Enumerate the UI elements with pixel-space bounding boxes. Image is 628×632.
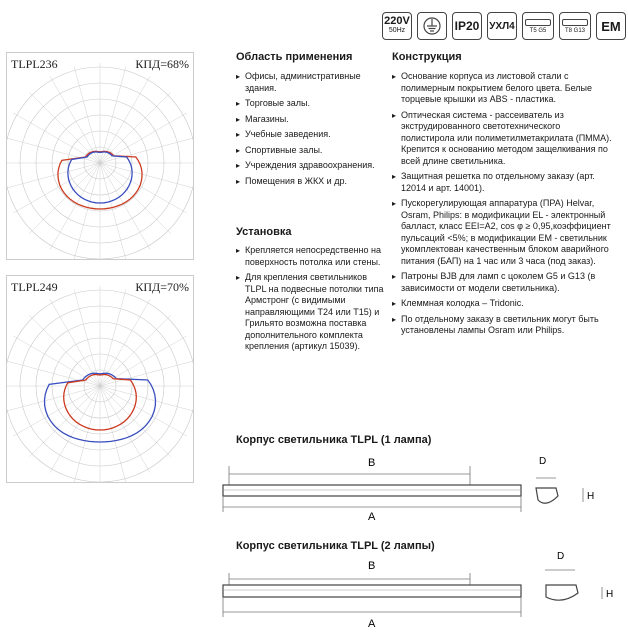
drawing-1-title: Корпус светильника TLPL (1 лампа) (236, 434, 432, 446)
dim-h-label: H (587, 491, 595, 502)
polar-grid (7, 53, 193, 259)
list-item: ▸ Пускорегулирующая аппаратура (ПРА) Helvar, Osram, Philips: в модификации EL - электронный балласт, класс EEI=A2, cos φ ≥ 0,95,коэффициент пульсаций <5%; в модификации EM - светильник укомплектован качественным блоком аварийного питания (БАП) на 1 час или 3 часа (под заказ). (392, 198, 612, 267)
list-item: ▸ Торговые залы. (236, 98, 384, 110)
lamp-t8-label: T8 G13 (564, 27, 585, 34)
lamp-t5-badge (522, 12, 554, 40)
application-section (236, 51, 384, 191)
voltage-badge (382, 12, 412, 40)
list-item: ▸ Учреждения здравоохранения. (236, 160, 384, 172)
voltage-value: 220V (384, 15, 410, 27)
drawing-1 (220, 452, 620, 538)
list-item: ▸ Спортивные залы. (236, 145, 384, 157)
lamp-t8-badge (559, 12, 591, 40)
installation-list (236, 245, 384, 353)
badge-row (382, 12, 626, 40)
dim-a-label: A (368, 511, 376, 523)
list-item: ▸ Патроны BJB для ламп с цоколем G5 и G13 (в зависимости от модели светильника). (392, 271, 612, 294)
drawing-2-title: Корпус светильника TLPL (2 лампы) (236, 540, 435, 552)
dim-d-label: D (557, 551, 565, 562)
polar-diagram-1 (6, 52, 194, 260)
list-item: ▸ Клеммная колодка – Tridonic. (392, 298, 612, 310)
ground-icon (417, 12, 447, 40)
list-item: ▸ Оптическая система - рассеиватель из экструдированного светотехнического полистирола или полиметилметакрилата (ПММА). Крепится к основанию методом защелкивания по всей длине светильника. (392, 110, 612, 168)
lamp-t5-label: T5 G5 (529, 27, 547, 34)
construction-list (392, 71, 612, 337)
climate-badge: УХЛ4 (487, 12, 517, 40)
polar-diagram-2 (6, 275, 194, 483)
list-item: ▸ Офисы, административные здания. (236, 71, 384, 94)
list-item: ▸ Для крепления светильников TLPL на подвесные потолки типа Армстронг (с видимыми направляющими T24 или T15) и Грильято возможна поставка дополнительного комплекта крепления (артикул 15039). (236, 272, 384, 353)
application-heading: Область применения (236, 51, 353, 63)
list-item: ▸ Защитная решетка по отдельному заказу (арт. 12014 и арт. 14001). (392, 171, 612, 194)
polar-model-label: TLPL249 (11, 280, 58, 294)
dim-b-label: B (368, 560, 376, 572)
application-list (236, 71, 384, 187)
polar-efficiency-label: КПД=70% (135, 280, 189, 294)
polar-efficiency-label: КПД=68% (135, 57, 189, 71)
list-item: ▸ Учебные заведения. (236, 129, 384, 141)
list-item: ▸ Основание корпуса из листовой стали с полимерным покрытием белого цвета. Белые торцевые крышки из ABS - пластика. (392, 71, 612, 106)
tube-icon (525, 19, 551, 26)
em-badge: EM (596, 12, 626, 40)
polar-model-label: TLPL236 (11, 57, 58, 71)
construction-section (392, 51, 612, 341)
polar-grid (7, 276, 193, 482)
ip-badge: IP20 (452, 12, 482, 40)
list-item: ▸ По отдельному заказу в светильник могут быть установлены лампы Osram или Philips. (392, 314, 612, 337)
construction-heading: Конструкция (392, 51, 462, 63)
installation-section (236, 226, 384, 357)
dim-b-label: B (368, 457, 376, 469)
list-item: ▸ Крепляется непосредственно на поверхность потолка или стены. (236, 245, 384, 268)
dim-a-label: A (368, 618, 376, 630)
list-item: ▸ Помещения в ЖКХ и др. (236, 176, 384, 188)
dim-d-label: D (539, 456, 547, 467)
dim-h-label: H (606, 589, 614, 600)
tube-icon (562, 19, 588, 26)
installation-heading: Установка (236, 226, 292, 238)
drawing-2 (220, 547, 620, 632)
list-item: ▸ Магазины. (236, 114, 384, 126)
frequency-value: 50Hz (388, 27, 406, 34)
